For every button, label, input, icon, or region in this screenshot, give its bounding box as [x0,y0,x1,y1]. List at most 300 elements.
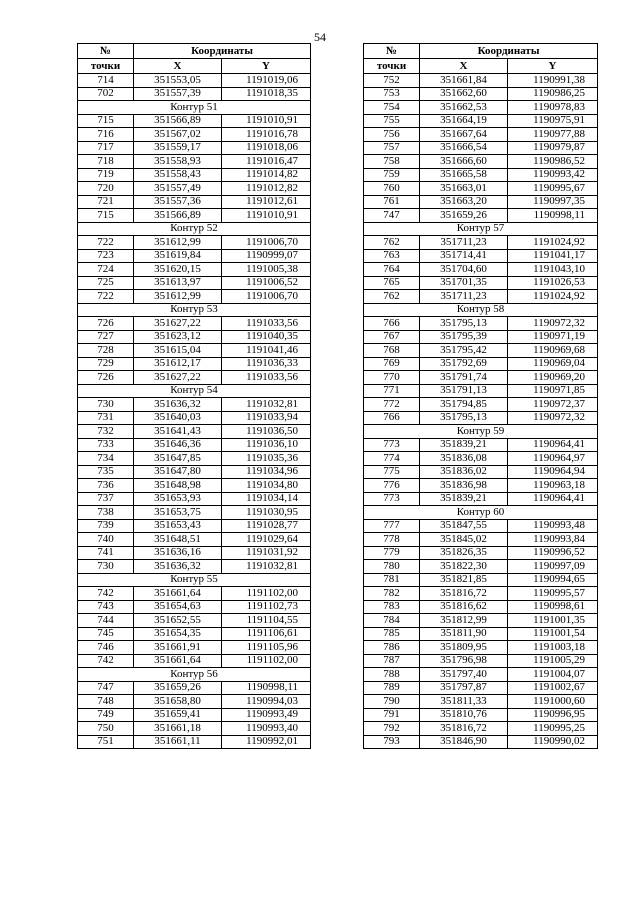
y-cell: 1190998,11 [222,681,311,695]
point-label-header: точки [364,59,420,74]
table-row [78,74,311,88]
y-cell: 1191035,36 [222,452,311,466]
x-cell: 351654,63 [134,600,222,614]
y-cell: 1191106,61 [222,627,311,641]
contour-label: Контур 59 [364,425,598,439]
y-cell: 1190972,32 [508,317,598,331]
table-row [364,114,598,128]
x-cell: 351558,93 [134,155,222,169]
y-cell: 1191036,10 [222,438,311,452]
point-number-cell: 778 [364,533,420,547]
y-cell: 1191026,53 [508,276,598,290]
point-number-cell: 786 [364,641,420,655]
x-cell: 351714,41 [420,249,508,263]
x-cell: 351636,32 [134,398,222,412]
table-row [78,411,311,425]
table-row [364,492,598,506]
x-cell: 351661,18 [134,722,222,736]
table-row [78,357,311,371]
point-number-cell: 752 [364,74,420,88]
table-row [364,101,598,115]
table-row [78,87,311,101]
point-number-cell: 725 [78,276,134,290]
y-cell: 1191002,67 [508,681,598,695]
y-header: Y [222,59,311,74]
y-cell: 1191016,47 [222,155,311,169]
x-cell: 351704,60 [420,263,508,277]
x-cell: 351816,62 [420,600,508,614]
y-cell: 1191012,82 [222,182,311,196]
table-row [364,398,598,412]
y-cell: 1191018,35 [222,87,311,101]
point-number-cell: 755 [364,114,420,128]
x-cell: 351792,69 [420,357,508,371]
contour-row [364,425,598,439]
x-cell: 351654,35 [134,627,222,641]
y-cell: 1191043,10 [508,263,598,277]
x-cell: 351612,99 [134,236,222,250]
x-cell: 351795,13 [420,411,508,425]
x-cell: 351661,11 [134,735,222,749]
table-body-right [364,74,598,749]
table-row [364,479,598,493]
table-row [364,141,598,155]
table-row [364,681,598,695]
point-number-header [78,44,134,59]
table-row [78,641,311,655]
x-cell: 351648,51 [134,533,222,547]
y-cell: 1191005,38 [222,263,311,277]
contour-label: Контур 57 [364,222,598,236]
x-cell: 351661,64 [134,654,222,668]
x-cell: 351665,58 [420,168,508,182]
table-row [78,479,311,493]
table-row [364,614,598,628]
x-cell: 351836,98 [420,479,508,493]
y-cell: 1191102,00 [222,587,311,601]
point-number-cell: 784 [364,614,420,628]
y-cell: 1191033,56 [222,317,311,331]
x-cell: 351636,32 [134,560,222,574]
x-cell: 351667,64 [420,128,508,142]
y-cell: 1191006,52 [222,276,311,290]
table-row [78,290,311,304]
point-number-cell: 766 [364,411,420,425]
y-cell: 1190999,07 [222,249,311,263]
contour-label: Контур 51 [78,101,311,115]
point-number-cell: 780 [364,560,420,574]
y-cell: 1191001,35 [508,614,598,628]
table-row [364,384,598,398]
table-row [78,506,311,520]
coordinates-table-right [363,43,598,749]
y-cell: 1190986,52 [508,155,598,169]
y-cell: 1191033,56 [222,371,311,385]
x-cell: 351816,72 [420,587,508,601]
point-number-cell: 747 [78,681,134,695]
y-cell: 1190964,94 [508,465,598,479]
x-cell: 351566,89 [134,209,222,223]
x-cell: 351653,43 [134,519,222,533]
y-cell: 1190996,52 [508,546,598,560]
contour-label: Контур 60 [364,506,598,520]
point-number-cell: 719 [78,168,134,182]
point-number-cell: 782 [364,587,420,601]
point-number-cell: 743 [78,600,134,614]
y-cell: 1191102,73 [222,600,311,614]
point-number-cell: 770 [364,371,420,385]
table-row [78,735,311,749]
table-row [364,128,598,142]
point-number-cell: 746 [78,641,134,655]
point-number-cell: 715 [78,209,134,223]
point-number-cell: 758 [364,155,420,169]
y-cell: 1191001,54 [508,627,598,641]
point-number-cell: 730 [78,398,134,412]
table-row [78,425,311,439]
x-cell: 351812,99 [420,614,508,628]
point-number-cell: 726 [78,371,134,385]
point-number-cell: 723 [78,249,134,263]
x-cell: 351794,85 [420,398,508,412]
x-cell: 351664,19 [420,114,508,128]
y-cell: 1190971,19 [508,330,598,344]
x-header: X [134,59,222,74]
y-cell: 1190978,83 [508,101,598,115]
table-row [364,276,598,290]
y-cell: 1190995,25 [508,722,598,736]
contour-label: Контур 56 [78,668,311,682]
table-row [364,533,598,547]
table-row [78,452,311,466]
y-cell: 1191016,78 [222,128,311,142]
x-cell: 351613,97 [134,276,222,290]
x-header: X [420,59,508,74]
contour-row [78,303,311,317]
point-number-cell: 793 [364,735,420,749]
table-row [78,128,311,142]
y-cell: 1190975,91 [508,114,598,128]
table-row [364,587,598,601]
point-number-cell: 789 [364,681,420,695]
table-row [364,195,598,209]
x-cell: 351557,39 [134,87,222,101]
point-number-cell: 757 [364,141,420,155]
x-cell: 351557,36 [134,195,222,209]
number-sign: № [99,44,112,57]
x-cell: 351647,85 [134,452,222,466]
x-cell: 351659,26 [134,681,222,695]
point-number-cell: 759 [364,168,420,182]
y-cell: 1191033,94 [222,411,311,425]
table-row [78,722,311,736]
point-number-cell: 775 [364,465,420,479]
coordinates-header: Координаты [420,44,598,59]
point-number-cell: 744 [78,614,134,628]
table-row [364,74,598,88]
x-cell: 351795,39 [420,330,508,344]
contour-row [78,222,311,236]
y-cell: 1190993,40 [222,722,311,736]
y-cell: 1191102,00 [222,654,311,668]
x-cell: 351659,41 [134,708,222,722]
x-cell: 351822,30 [420,560,508,574]
x-cell: 351557,49 [134,182,222,196]
table-row [78,519,311,533]
y-cell: 1190969,20 [508,371,598,385]
table-row [78,654,311,668]
y-cell: 1191040,35 [222,330,311,344]
y-cell: 1190997,35 [508,195,598,209]
y-cell: 1190995,57 [508,587,598,601]
x-cell: 351836,08 [420,452,508,466]
point-number-cell: 728 [78,344,134,358]
x-cell: 351627,22 [134,317,222,331]
y-cell: 1191041,46 [222,344,311,358]
table-row [364,249,598,263]
point-number-cell: 702 [78,87,134,101]
x-cell: 351796,98 [420,654,508,668]
x-cell: 351647,80 [134,465,222,479]
y-cell: 1191105,96 [222,641,311,655]
table-row [364,519,598,533]
contour-row [78,101,311,115]
y-cell: 1191036,33 [222,357,311,371]
y-cell: 1191029,64 [222,533,311,547]
table-row [78,708,311,722]
y-cell: 1190964,41 [508,492,598,506]
table-row [364,411,598,425]
x-cell: 351646,36 [134,438,222,452]
point-number-cell: 742 [78,654,134,668]
y-cell: 1190990,02 [508,735,598,749]
x-cell: 351662,60 [420,87,508,101]
point-number-cell: 720 [78,182,134,196]
table-row [78,168,311,182]
y-cell: 1191014,82 [222,168,311,182]
y-cell: 1191036,50 [222,425,311,439]
point-number-cell: 727 [78,330,134,344]
point-number-cell: 762 [364,290,420,304]
x-cell: 351839,21 [420,438,508,452]
x-cell: 351810,76 [420,708,508,722]
x-cell: 351816,72 [420,722,508,736]
y-cell: 1191000,60 [508,695,598,709]
point-number-cell: 717 [78,141,134,155]
y-cell: 1191010,91 [222,209,311,223]
x-cell: 351627,22 [134,371,222,385]
point-number-cell: 722 [78,236,134,250]
y-cell: 1191030,95 [222,506,311,520]
y-cell: 1191032,81 [222,560,311,574]
y-cell: 1191004,07 [508,668,598,682]
point-number-cell: 785 [364,627,420,641]
table-row [364,452,598,466]
contour-label: Контур 54 [78,384,311,398]
x-cell: 351711,23 [420,290,508,304]
x-cell: 351839,21 [420,492,508,506]
table-row [78,263,311,277]
point-number-cell: 730 [78,560,134,574]
table-row [364,438,598,452]
x-cell: 351661,64 [134,587,222,601]
point-number-cell: 761 [364,195,420,209]
y-cell: 1190969,04 [508,357,598,371]
x-cell: 351662,53 [420,101,508,115]
point-number-cell: 732 [78,425,134,439]
point-number-cell: 722 [78,290,134,304]
y-cell: 1190991,38 [508,74,598,88]
x-cell: 351636,16 [134,546,222,560]
x-cell: 351659,26 [420,209,508,223]
contour-row [78,573,311,587]
y-cell: 1191005,29 [508,654,598,668]
table-row [78,600,311,614]
point-number-cell: 716 [78,128,134,142]
contour-row [78,668,311,682]
y-cell: 1190972,37 [508,398,598,412]
table-row [78,695,311,709]
x-cell: 351809,95 [420,641,508,655]
point-number-cell: 769 [364,357,420,371]
x-cell: 351701,35 [420,276,508,290]
x-cell: 351666,60 [420,155,508,169]
contour-label: Контур 52 [78,222,311,236]
point-number-cell: 773 [364,438,420,452]
x-cell: 351666,54 [420,141,508,155]
y-cell: 1190994,03 [222,695,311,709]
table-row [78,587,311,601]
x-cell: 351811,33 [420,695,508,709]
point-number-cell: 724 [78,263,134,277]
x-cell: 351658,80 [134,695,222,709]
point-number-cell: 781 [364,573,420,587]
x-cell: 351847,55 [420,519,508,533]
table-row [364,155,598,169]
table-row [78,141,311,155]
table-row [78,317,311,331]
table-row [364,168,598,182]
x-cell: 351653,93 [134,492,222,506]
table-row [364,708,598,722]
point-number-cell: 729 [78,357,134,371]
table-row [364,182,598,196]
point-number-cell: 783 [364,600,420,614]
y-cell: 1190969,68 [508,344,598,358]
x-cell: 351567,02 [134,128,222,142]
contour-label: Контур 58 [364,303,598,317]
y-cell: 1190995,67 [508,182,598,196]
point-number-cell: 731 [78,411,134,425]
x-cell: 351553,05 [134,74,222,88]
point-number-cell: 750 [78,722,134,736]
point-label-header: точки [78,59,134,74]
y-cell: 1191034,80 [222,479,311,493]
y-cell: 1191032,81 [222,398,311,412]
x-cell: 351558,43 [134,168,222,182]
table-row [364,641,598,655]
point-number-cell: 771 [364,384,420,398]
x-cell: 351811,90 [420,627,508,641]
point-number-cell: 740 [78,533,134,547]
table-row [78,398,311,412]
point-number-cell: 763 [364,249,420,263]
point-number-cell: 760 [364,182,420,196]
x-cell: 351653,75 [134,506,222,520]
table-row [78,330,311,344]
y-cell: 1191028,77 [222,519,311,533]
point-number-cell: 790 [364,695,420,709]
point-number-cell: 742 [78,587,134,601]
point-number-cell: 741 [78,546,134,560]
table-row [78,560,311,574]
table-row [78,465,311,479]
x-cell: 351711,23 [420,236,508,250]
table-row [78,155,311,169]
point-number-cell: 726 [78,317,134,331]
point-number-cell: 774 [364,452,420,466]
x-cell: 351821,85 [420,573,508,587]
table-row [364,209,598,223]
y-cell: 1191018,06 [222,141,311,155]
x-cell: 351791,74 [420,371,508,385]
point-number-cell: 753 [364,87,420,101]
x-cell: 351648,98 [134,479,222,493]
table-row [364,560,598,574]
point-number-cell: 773 [364,492,420,506]
table-row [364,654,598,668]
table-row [78,209,311,223]
table-row [78,371,311,385]
point-number-cell: 733 [78,438,134,452]
x-cell: 351795,13 [420,317,508,331]
table-row [78,681,311,695]
x-cell: 351791,13 [420,384,508,398]
y-cell: 1190993,42 [508,168,598,182]
point-number-cell: 721 [78,195,134,209]
contour-row [364,303,598,317]
point-number-cell: 736 [78,479,134,493]
table-row [364,627,598,641]
table-row [364,263,598,277]
point-number-cell: 737 [78,492,134,506]
y-cell: 1190998,11 [508,209,598,223]
y-cell: 1191024,92 [508,236,598,250]
point-number-cell: 791 [364,708,420,722]
x-cell: 351612,17 [134,357,222,371]
table-row [364,290,598,304]
x-cell: 351661,91 [134,641,222,655]
table-row [78,114,311,128]
x-cell: 351836,02 [420,465,508,479]
x-cell: 351640,03 [134,411,222,425]
y-cell: 1191034,96 [222,465,311,479]
y-cell: 1190994,65 [508,573,598,587]
y-cell: 1190977,88 [508,128,598,142]
y-cell: 1191006,70 [222,290,311,304]
table-row [364,371,598,385]
x-cell: 351559,17 [134,141,222,155]
x-cell: 351663,01 [420,182,508,196]
table-row [78,614,311,628]
table-row [78,195,311,209]
x-cell: 351797,40 [420,668,508,682]
coordinates-table-left [77,43,311,749]
y-cell: 1190979,87 [508,141,598,155]
x-cell: 351797,87 [420,681,508,695]
contour-label: Контур 53 [78,303,311,317]
y-cell: 1190986,25 [508,87,598,101]
